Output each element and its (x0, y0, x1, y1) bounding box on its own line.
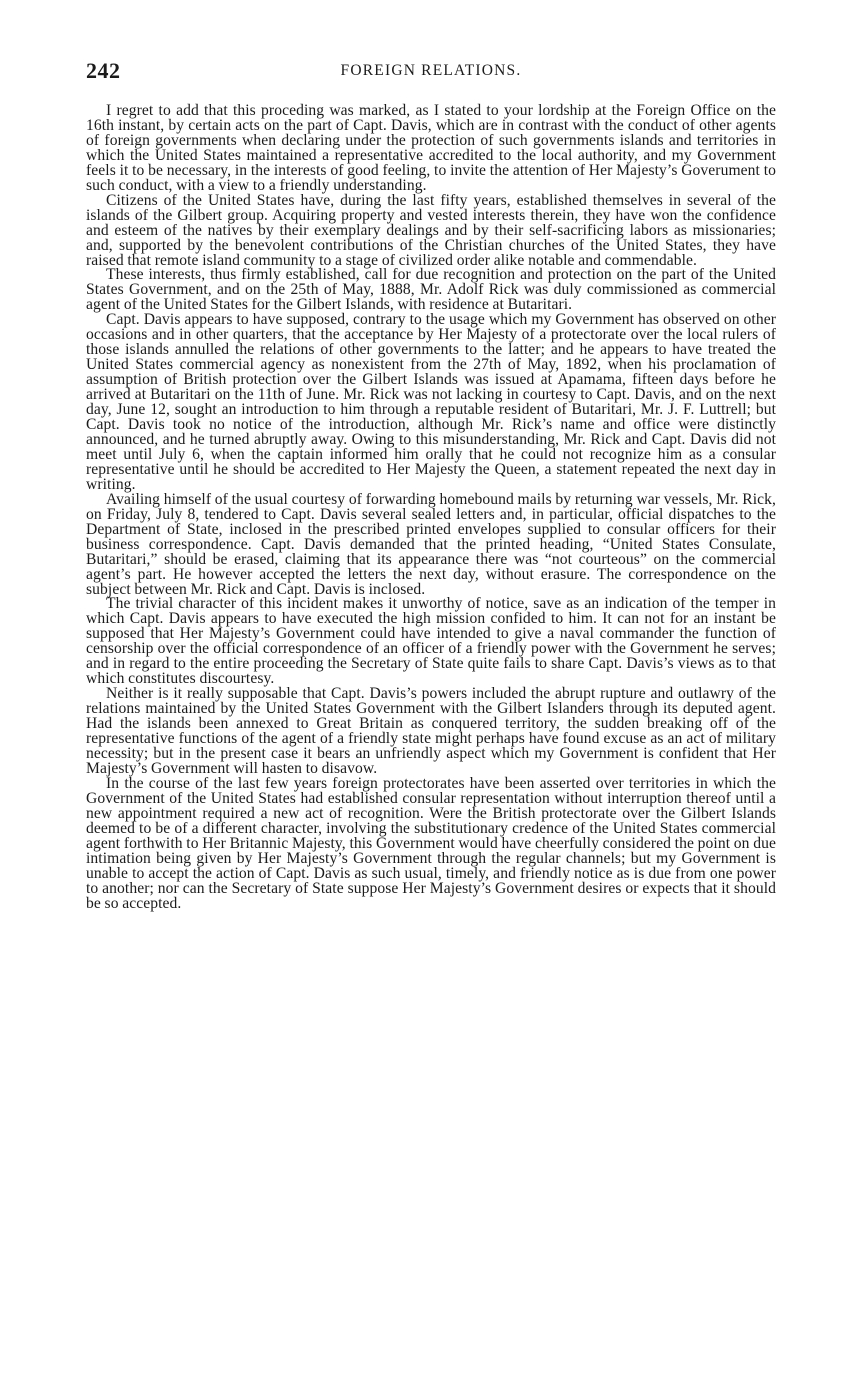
paragraph-capt-davis: Capt. Davis appears to have supposed, contrary to the usage which my Government has observed on other occasions and in other quarters, that the acceptance by Her Majesty of a protectorate over the local rulers of those islands annulled the relations of other governments to the latter; and he appears to have treated the United States commercial agency as nonexistent from the 27th of May, 1892, when his proclamation of assumption of British protection over the Gilbert Islands was issued at Apamama, fifteen days before he arrived at Butaritari on the 11th of June. Mr. Rick was not lacking in courtesy to Capt. Davis, and on the next day, June 12, sought an introduction to him through a reputable resident of Butaritari, Mr. J. F. Luttrell; but Capt. Davis took no notice of the introduction, although Mr. Rick’s name and office were distinctly announced, and he turned abruptly away. Owing to this misunderstanding, Mr. Rick and Capt. Davis did not meet until July 6, when the captain informed him orally that he could not recognize him as a consular representative until he should be accredited to Her Majesty the Queen, a statement repeated the next day in writing. (86, 311, 776, 493)
paragraph-protectorates: In the course of the last few years foreign protectorates have been asserted over territories in which the Government of the United States had established consular representation without interruption thereof until a new appointment required a new act of recognition. Were the British protectorate over the Gilbert Islands deemed to be of a different character, involving the substitutionary credence of the United States commercial agent forthwith to Her Britannic Majesty, this Government would have cheerfully considered the point on due intimation being given by Her Majesty’s Government through the regular channels; but my Government is unable to accept the action of Capt. Davis as such usual, timely, and friendly notice as is due from one power to another; nor can the Secretary of State suppose Her Majesty’s Government desires or expects that it should be so accepted. (86, 774, 776, 912)
paragraph-trivial-incident: The trivial character of this incident makes it unworthy of notice, save as an indication of the temper in which Capt. Davis appears to have executed the high mission confided to him. It can not for an instant be supposed that Her Majesty’s Government could have intended to give a naval commander the function of censorship over the official correspondence of an officer of a friendly power with the Government he serves; and in regard to the entire proceeding the Secretary of State quite fails to share Capt. Davis’s views as to that which constitutes discourtesy. (86, 595, 776, 688)
paragraph-mails: Availing himself of the usual courtesy of forwarding homebound mails by returning war vessels, Mr. Rick, on Friday, July 8, tendered to Capt. Davis several sealed letters and, in particular, official dispatches to the Department of State, inclosed in the prescribed printed envelopes supplied to consular officers for their business correspondence. Capt. Davis demanded that the printed heading, “United States Consulate, Butaritari,” should be erased, claiming that its appearance there was “not courteous” on the commercial agent’s part. He however accepted the letters the next day, without erasure. The correspondence on the subject between Mr. Rick and Capt. Davis is inclosed. (86, 490, 776, 598)
page-header (86, 58, 776, 84)
paragraph-citizens: Citizens of the United States have, during the last fifty years, established themselves in several of the islands of the Gilbert group. Acquiring property and vested interests therein, they have won the confidence and esteem of the natives by their exemplary dealings and by their self-sacrificing labors as missionaries; and, supported by the benevolent contributions of the Christian churches of the United States, they have raised that remote island community to a stage of civilized order alike notable and commendable. (86, 191, 776, 269)
paragraph-rupture: Neither is it really supposable that Capt. Davis’s powers included the abrupt rupture and outlawry of the relations maintained by the United States Government with the Gilbert Islanders through its deputed agent. Had the islands been annexed to Great Britain as conquered territory, the sudden breaking off of the representative functions of the agent of a friendly state might perhaps have found excuse as an act of military necessity; but in the present case it bears an unfriendly aspect which my Government is confident that Her Majesty’s Government will hasten to disavow. (86, 685, 776, 777)
running-title: FOREIGN RELATIONS. (340, 62, 522, 79)
body-text (86, 104, 776, 911)
page-number: 242 (86, 58, 121, 83)
paragraph-regret: I regret to add that this proceding was marked, as I stated to your lordship at the Foreign Office on the 16th instant, by certain acts on the part of Capt. Davis, which are in contrast with the conduct of other agents of foreign governments when declaring under the protection of such governments islands and territories in which the United States maintained a representative accredited to the local authority, and my Government feels it to be necessary, in the interests of good feeling, to invite the attention of Her Majesty’s Goverument to such conduct, with a view to a friendly understanding. (86, 102, 776, 194)
paragraph-interests: These interests, thus firmly established, call for due recognition and protection on the part of the United States Government, and on the 25th of May, 1888, Mr. Adolf Rick was duly commissioned as commercial agent of the United States for the Gilbert Islands, with residence at Butaritari. (86, 266, 776, 314)
